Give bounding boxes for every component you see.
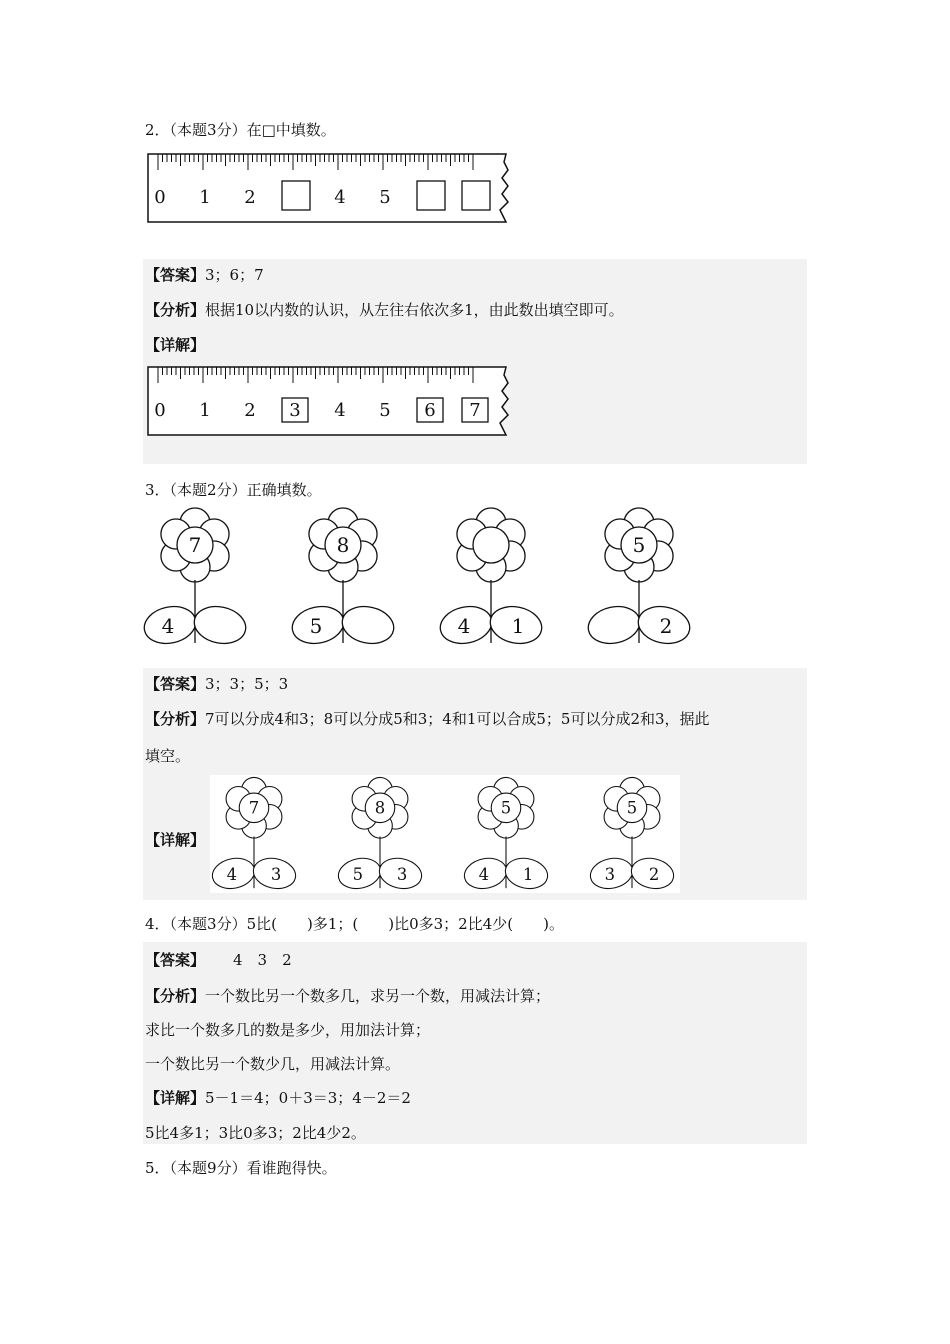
answer-label: 【答案】	[145, 951, 206, 969]
q2-analysis	[145, 299, 624, 320]
ruler-answer	[146, 365, 516, 441]
q4-title: 4．（本题3分）5比( )多1；( )比0多3；2比4少( )。	[145, 915, 564, 933]
q2-detail-label: 【详解】	[145, 336, 206, 354]
left-leaf-number: 5	[352, 864, 364, 884]
ruler-number: 5	[379, 400, 391, 421]
ruler-number: 6	[424, 400, 436, 421]
q4-analysis-line2: 求比一个数多几的数是多少，用加法计算；	[145, 1021, 431, 1039]
leaf-right	[191, 602, 249, 648]
ruler-number: 4	[334, 400, 346, 421]
ruler-number: 1	[199, 400, 211, 421]
ruler-number: 4	[334, 187, 346, 208]
center-number: 5	[632, 533, 646, 557]
flowers-question	[140, 505, 700, 650]
q4-detail	[145, 1087, 411, 1108]
q4-detail-line2: 5比4多1；3比0多3；2比4少2。	[145, 1124, 366, 1142]
center-number: 5	[626, 798, 638, 818]
q3-detail-label: 【详解】	[145, 831, 206, 849]
ruler-number: 0	[154, 400, 166, 421]
answer-text: 4 3 2	[233, 951, 292, 969]
ruler-number: 1	[199, 187, 211, 208]
answer-text: 3；6；7	[205, 266, 264, 284]
analysis-text: 根据10以内数的认识，从左往右依次多1，由此数出填空即可。	[205, 301, 624, 319]
ruler-number: 3	[289, 400, 301, 421]
analysis-label: 【分析】	[145, 710, 206, 728]
right-leaf-number: 1	[522, 864, 534, 884]
flower	[588, 777, 677, 892]
analysis-text: 一个数比另一个数多几，求另一个数，用减法计算；	[205, 987, 551, 1005]
left-leaf-number: 4	[478, 864, 490, 884]
analysis-text: 7可以分成4和3；8可以分成5和3；4和1可以合成5；5可以分成2和3，据此	[205, 710, 710, 728]
q4-answer	[145, 949, 292, 970]
right-leaf-number: 3	[270, 864, 282, 884]
right-leaf-number: 3	[396, 864, 408, 884]
analysis-label: 【分析】	[145, 301, 206, 319]
center-number: 8	[336, 533, 350, 557]
flower	[289, 508, 397, 648]
answer-text: 3；3；5；3	[205, 675, 289, 693]
left-leaf-number: 4	[457, 614, 471, 638]
q3-title: 3．（本题2分）正确填数。	[145, 481, 322, 499]
answer-label: 【答案】	[145, 675, 206, 693]
center-number: 8	[374, 798, 386, 818]
right-leaf-number: 2	[648, 864, 660, 884]
q2-answer	[145, 264, 264, 285]
flower	[462, 777, 551, 892]
right-leaf-number: 1	[511, 614, 525, 638]
left-leaf-number: 4	[226, 864, 238, 884]
flower-center	[473, 527, 509, 563]
q3-analysis-cont: 填空。	[145, 747, 191, 765]
flower	[437, 508, 545, 648]
ruler-number: 5	[379, 187, 391, 208]
ruler-number: 2	[244, 187, 256, 208]
flower	[210, 777, 299, 892]
ruler-number: 7	[469, 400, 481, 421]
ruler-question	[146, 152, 516, 228]
center-number: 7	[248, 798, 260, 818]
answer-label: 【答案】	[145, 266, 206, 284]
detail-text: 5－1＝4；0＋3＝3；4－2＝2	[205, 1089, 411, 1107]
left-leaf-number: 3	[604, 864, 616, 884]
analysis-label: 【分析】	[145, 987, 206, 1005]
leaf-right	[339, 602, 397, 648]
detail-label: 【详解】	[145, 1089, 206, 1107]
q4-answer-region	[143, 942, 807, 1144]
left-leaf-number: 4	[161, 614, 175, 638]
left-leaf-number: 5	[309, 614, 323, 638]
q5-title: 5．（本题9分）看谁跑得快。	[145, 1159, 337, 1177]
center-number: 7	[188, 533, 202, 557]
ruler-number: 0	[154, 187, 166, 208]
q3-answer	[145, 673, 288, 694]
q3-analysis	[145, 708, 710, 729]
flower	[336, 777, 425, 892]
q4-analysis	[145, 985, 550, 1006]
leaf-left	[585, 602, 643, 648]
flowers-answer	[210, 775, 680, 893]
right-leaf-number: 2	[659, 614, 673, 638]
q2-title: 2．（本题3分）在□中填数。	[145, 121, 336, 139]
flower	[141, 508, 249, 648]
center-number: 5	[500, 798, 512, 818]
ruler-number: 2	[244, 400, 256, 421]
flower	[585, 508, 693, 648]
q4-analysis-line3: 一个数比另一个数少几，用减法计算。	[145, 1055, 401, 1073]
